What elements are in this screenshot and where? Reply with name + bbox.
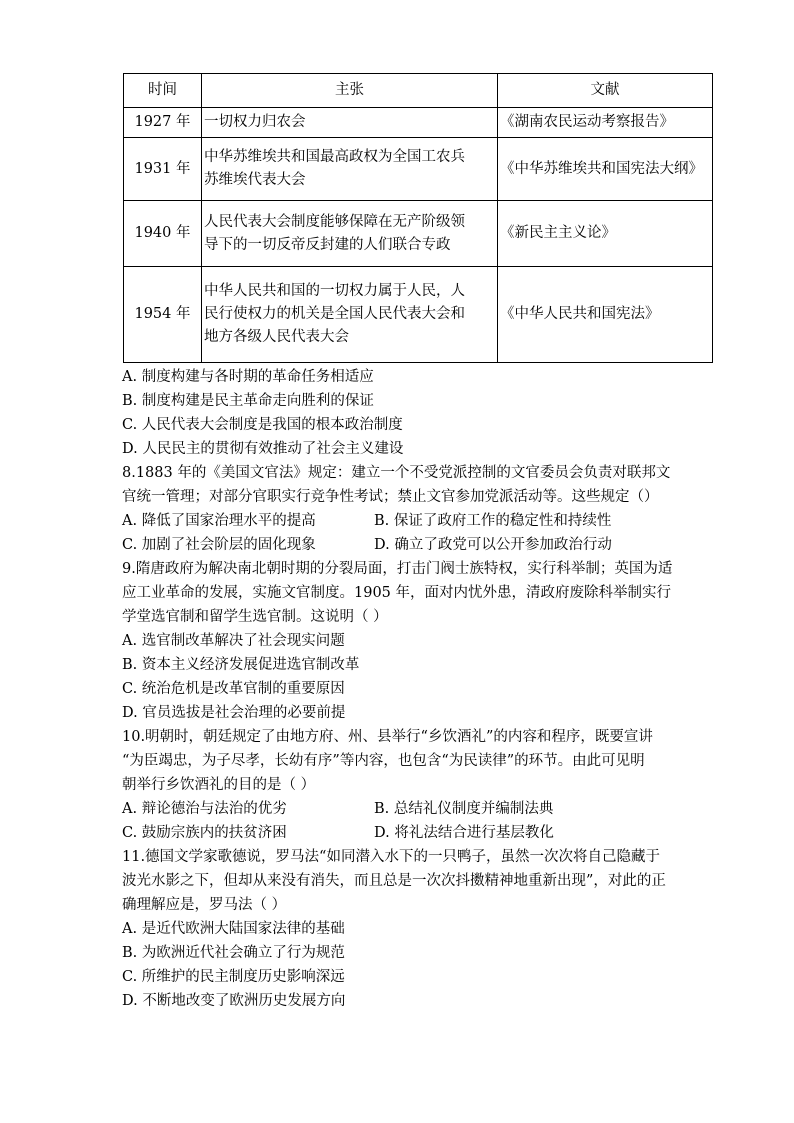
q8-option-d: D. 确立了政党可以公开参加政治行动 xyxy=(374,537,612,553)
q8-stem-line: 官统一管理；对部分官职实行竞争性考试；禁止文官参加党派活动等。这些规定（） xyxy=(122,489,659,505)
q11-option-a: A. 是近代欧洲大陆国家法律的基础 xyxy=(122,921,345,937)
claim-line: 苏维埃代表大会 xyxy=(204,172,306,188)
q7-option-d: D. 人民民主的贯彻有效推动了社会主义建设 xyxy=(122,441,404,457)
claim-line: 人民代表大会制度能够保障在无产阶级领 xyxy=(204,213,465,230)
claim-line: 一切权力归农会 xyxy=(204,114,306,130)
header-time: 时间 xyxy=(124,74,202,108)
q10-stem-line: 10.明朝时，朝廷规定了由地方府、州、县举行“乡饮酒礼”的内容和程序，既要宣讲 xyxy=(122,729,653,745)
table-row xyxy=(124,267,713,363)
q11-stem-line: 11.德国文学家歌德说，罗马法“如同潜入水下的一只鸭子，虽然一次次将自己隐藏于 xyxy=(122,849,660,865)
cell-document: 《新民主主义论》 xyxy=(498,201,713,267)
q9-stem-line: 学堂选官制和留学生选官制。这说明（ ） xyxy=(122,609,388,625)
cell-claim xyxy=(202,201,498,267)
q8-option-b: B. 保证了政府工作的稳定性和持续性 xyxy=(374,513,612,529)
q7-option-b: B. 制度构建是民主革命走向胜利的保证 xyxy=(122,393,374,409)
q7-option-a: A. 制度构建与各时期的革命任务相适应 xyxy=(122,369,374,385)
claim-line: 中华苏维埃共和国最高政权为全国工农兵 xyxy=(204,149,465,165)
q9-option-d: D. 官员选拔是社会治理的必要前提 xyxy=(122,705,346,721)
q9-option-c: C. 统治危机是改革官制的重要原因 xyxy=(122,681,345,697)
cell-document: 《中华人民共和国宪法》 xyxy=(498,267,713,363)
q9-stem-line: 应工业革命的发展，实施文官制度。1905 年，面对内忧外患，清政府废除科举制实行 xyxy=(122,585,672,601)
q11-stem-line: 波光水影之下，但却从来没有消失，而且总是一次次抖擞精神地重新出现”，对此的正 xyxy=(122,873,666,889)
claim-line: 中华人民共和国的一切权力属于人民，人 xyxy=(204,283,465,299)
header-claim: 主张 xyxy=(202,74,498,108)
q10-option-d: D. 将礼法结合进行基层教化 xyxy=(374,825,554,841)
q9-stem-line: 9.隋唐政府为解决南北朝时期的分裂局面，打击门阀士族特权，实行科举制；英国为适 xyxy=(122,561,673,577)
cell-claim xyxy=(202,108,498,138)
cell-document: 《中华苏维埃共和国宪法大纲》 xyxy=(498,138,713,201)
q8-option-a: A. 降低了国家治理水平的提高 xyxy=(122,513,316,529)
q10-option-b: B. 总结礼仪制度并编制法典 xyxy=(374,801,554,817)
cell-document: 《湖南农民运动考察报告》 xyxy=(498,108,713,138)
q11-option-c: C. 所维护的民主制度历史影响深远 xyxy=(122,969,345,985)
q9-option-b: B. 资本主义经济发展促进选官制改革 xyxy=(122,657,360,673)
q11-option-d: D. 不断地改变了欧洲历史发展方向 xyxy=(122,993,346,1009)
q10-stem-line: 朝举行乡饮酒礼的目的是（ ） xyxy=(122,777,316,793)
q8-option-c: C. 加剧了社会阶层的固化现象 xyxy=(122,537,316,553)
claim-line: 民行使权力的机关是全国人民代表大会和 xyxy=(204,306,465,322)
cell-claim xyxy=(202,138,498,201)
q11-stem-line: 确理解应是，罗马法（ ） xyxy=(122,897,287,913)
q10-stem-line: “为臣竭忠，为子尽孝，长幼有序”等内容，也包含“为民读律”的环节。由此可见明 xyxy=(122,753,645,769)
q9-option-a: A. 选官制改革解决了社会现实问题 xyxy=(122,633,345,649)
cell-time: 1927 年 xyxy=(124,108,202,138)
cell-time: 1931 年 xyxy=(124,138,202,201)
claim-line: 导下的一切反帝反封建的人们联合专政 xyxy=(204,236,451,253)
q11-option-b: B. 为欧洲近代社会确立了行为规范 xyxy=(122,945,345,961)
table-row xyxy=(124,138,713,201)
cell-time: 1940 年 xyxy=(124,201,202,267)
claim-line: 地方各级人民代表大会 xyxy=(204,329,349,345)
table-row xyxy=(124,201,713,267)
table-row xyxy=(124,108,713,138)
cell-claim xyxy=(202,267,498,363)
table-header-row xyxy=(124,74,713,108)
q10-option-c: C. 鼓励宗族内的扶贫济困 xyxy=(122,825,287,841)
cell-time: 1954 年 xyxy=(124,267,202,363)
q10-option-a: A. 辩论德治与法治的优劣 xyxy=(122,801,287,817)
header-document: 文献 xyxy=(498,74,713,108)
policy-table xyxy=(123,73,713,363)
q7-option-c: C. 人民代表大会制度是我国的根本政治制度 xyxy=(122,417,403,433)
q8-stem-line: 8.1883 年的《美国文官法》规定：建立一个不受党派控制的文官委员会负责对联邦文 xyxy=(122,465,671,481)
